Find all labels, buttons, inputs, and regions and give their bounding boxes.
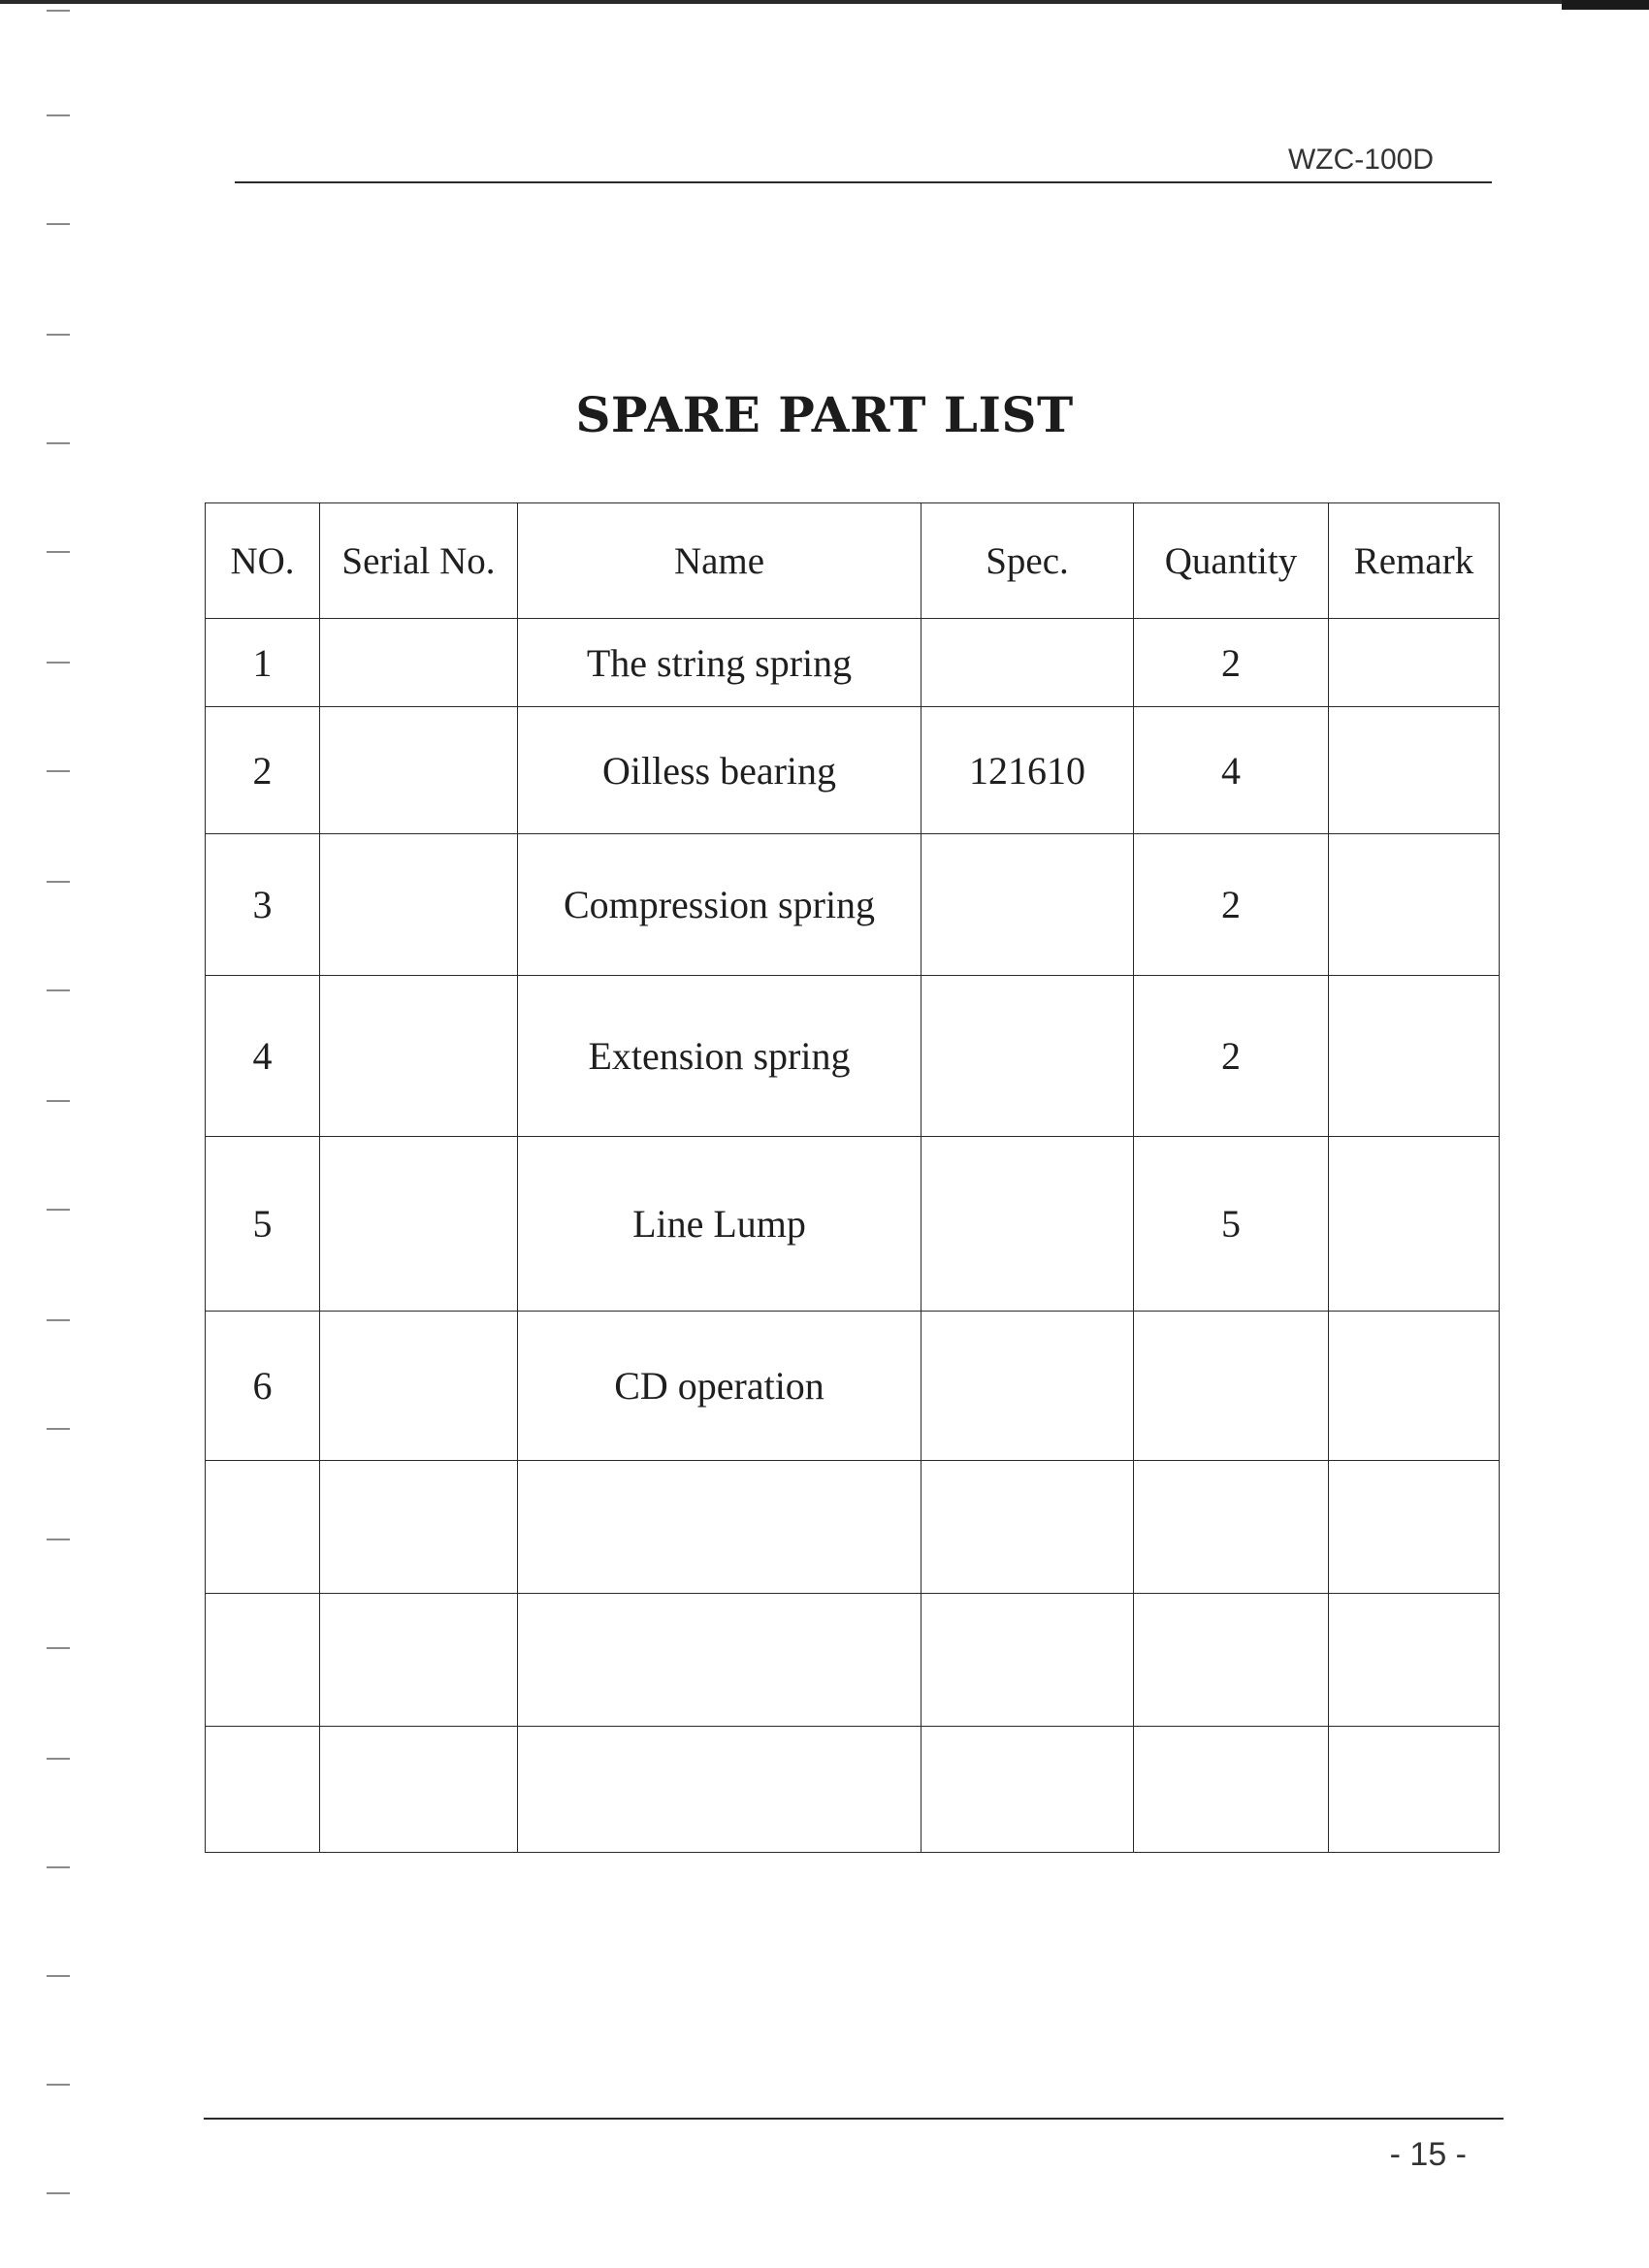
cell-spec	[922, 1312, 1134, 1461]
cell-no: 1	[206, 619, 320, 707]
cell-spec	[922, 1727, 1134, 1853]
cell-serial-no	[320, 1461, 518, 1594]
binder-mark	[47, 2084, 70, 2086]
document-code: WZC-100D	[1287, 144, 1434, 176]
binder-mark	[47, 770, 70, 772]
cell-no: 6	[206, 1312, 320, 1461]
column-header-name: Name	[518, 503, 922, 619]
table-row	[206, 1461, 1500, 1594]
binder-mark	[47, 1647, 70, 1649]
cell-remark	[1329, 707, 1500, 834]
scan-top-edge	[0, 0, 1649, 4]
table-row	[206, 1727, 1500, 1853]
binder-mark	[47, 114, 70, 116]
cell-serial-no	[320, 834, 518, 976]
binder-mark	[47, 1100, 70, 1102]
table-row	[206, 619, 1500, 707]
binder-mark	[47, 1209, 70, 1211]
cell-spec: 121610	[922, 707, 1134, 834]
table-row	[206, 1137, 1500, 1312]
cell-quantity	[1134, 1461, 1329, 1594]
binder-mark	[47, 223, 70, 225]
binder-mark	[47, 662, 70, 664]
header-rule	[235, 181, 1492, 183]
cell-serial-no	[320, 1312, 518, 1461]
binder-mark	[47, 1428, 70, 1430]
binder-hole-marks	[47, 0, 76, 2268]
cell-spec	[922, 1461, 1134, 1594]
cell-quantity: 2	[1134, 619, 1329, 707]
cell-quantity	[1134, 1727, 1329, 1853]
binder-mark	[47, 989, 70, 991]
table-header-row	[206, 503, 1500, 619]
page-title: SPARE PART LIST	[575, 386, 1074, 443]
cell-no	[206, 1594, 320, 1727]
cell-name	[518, 1461, 922, 1594]
cell-serial-no	[320, 1727, 518, 1853]
cell-quantity	[1134, 1594, 1329, 1727]
binder-mark	[47, 551, 70, 553]
page-number: - 15 -	[1389, 2136, 1467, 2173]
cell-name: Oilless bearing	[518, 707, 922, 834]
scan-top-edge-corner	[1562, 0, 1649, 10]
cell-name: Extension spring	[518, 976, 922, 1137]
cell-remark	[1329, 619, 1500, 707]
cell-name: Compression spring	[518, 834, 922, 976]
cell-name: Line Lump	[518, 1137, 922, 1312]
cell-no: 2	[206, 707, 320, 834]
table-row	[206, 1312, 1500, 1461]
footer-rule	[204, 2118, 1504, 2120]
cell-no: 5	[206, 1137, 320, 1312]
cell-name: The string spring	[518, 619, 922, 707]
column-header-no: NO.	[206, 503, 320, 619]
column-header-spec: Spec.	[922, 503, 1134, 619]
cell-no	[206, 1727, 320, 1853]
cell-remark	[1329, 1594, 1500, 1727]
cell-no: 4	[206, 976, 320, 1137]
cell-remark	[1329, 1312, 1500, 1461]
binder-mark	[47, 1866, 70, 1868]
cell-no	[206, 1461, 320, 1594]
cell-quantity: 2	[1134, 976, 1329, 1137]
cell-remark	[1329, 976, 1500, 1137]
cell-quantity: 4	[1134, 707, 1329, 834]
binder-mark	[47, 1975, 70, 1977]
binder-mark	[47, 10, 70, 12]
binder-mark	[47, 334, 70, 336]
binder-mark	[47, 2192, 70, 2194]
cell-remark	[1329, 1727, 1500, 1853]
cell-serial-no	[320, 1137, 518, 1312]
cell-name	[518, 1727, 922, 1853]
cell-quantity	[1134, 1312, 1329, 1461]
table-row	[206, 976, 1500, 1137]
cell-serial-no	[320, 619, 518, 707]
cell-serial-no	[320, 976, 518, 1137]
cell-spec	[922, 1137, 1134, 1312]
cell-remark	[1329, 1137, 1500, 1312]
table-row	[206, 834, 1500, 976]
binder-mark	[47, 1539, 70, 1540]
table-row	[206, 1594, 1500, 1727]
cell-spec	[922, 976, 1134, 1137]
cell-serial-no	[320, 1594, 518, 1727]
binder-mark	[47, 881, 70, 883]
cell-remark	[1329, 1461, 1500, 1594]
cell-spec	[922, 619, 1134, 707]
table-row	[206, 707, 1500, 834]
cell-spec	[922, 834, 1134, 976]
cell-name	[518, 1594, 922, 1727]
column-header-quantity: Quantity	[1134, 503, 1329, 619]
cell-spec	[922, 1594, 1134, 1727]
cell-quantity: 2	[1134, 834, 1329, 976]
cell-remark	[1329, 834, 1500, 976]
cell-no: 3	[206, 834, 320, 976]
spare-part-table	[205, 502, 1500, 1853]
binder-mark	[47, 1319, 70, 1321]
cell-name: CD operation	[518, 1312, 922, 1461]
cell-quantity: 5	[1134, 1137, 1329, 1312]
cell-serial-no	[320, 707, 518, 834]
column-header-remark: Remark	[1329, 503, 1500, 619]
binder-mark	[47, 1758, 70, 1760]
column-header-serial-no: Serial No.	[320, 503, 518, 619]
